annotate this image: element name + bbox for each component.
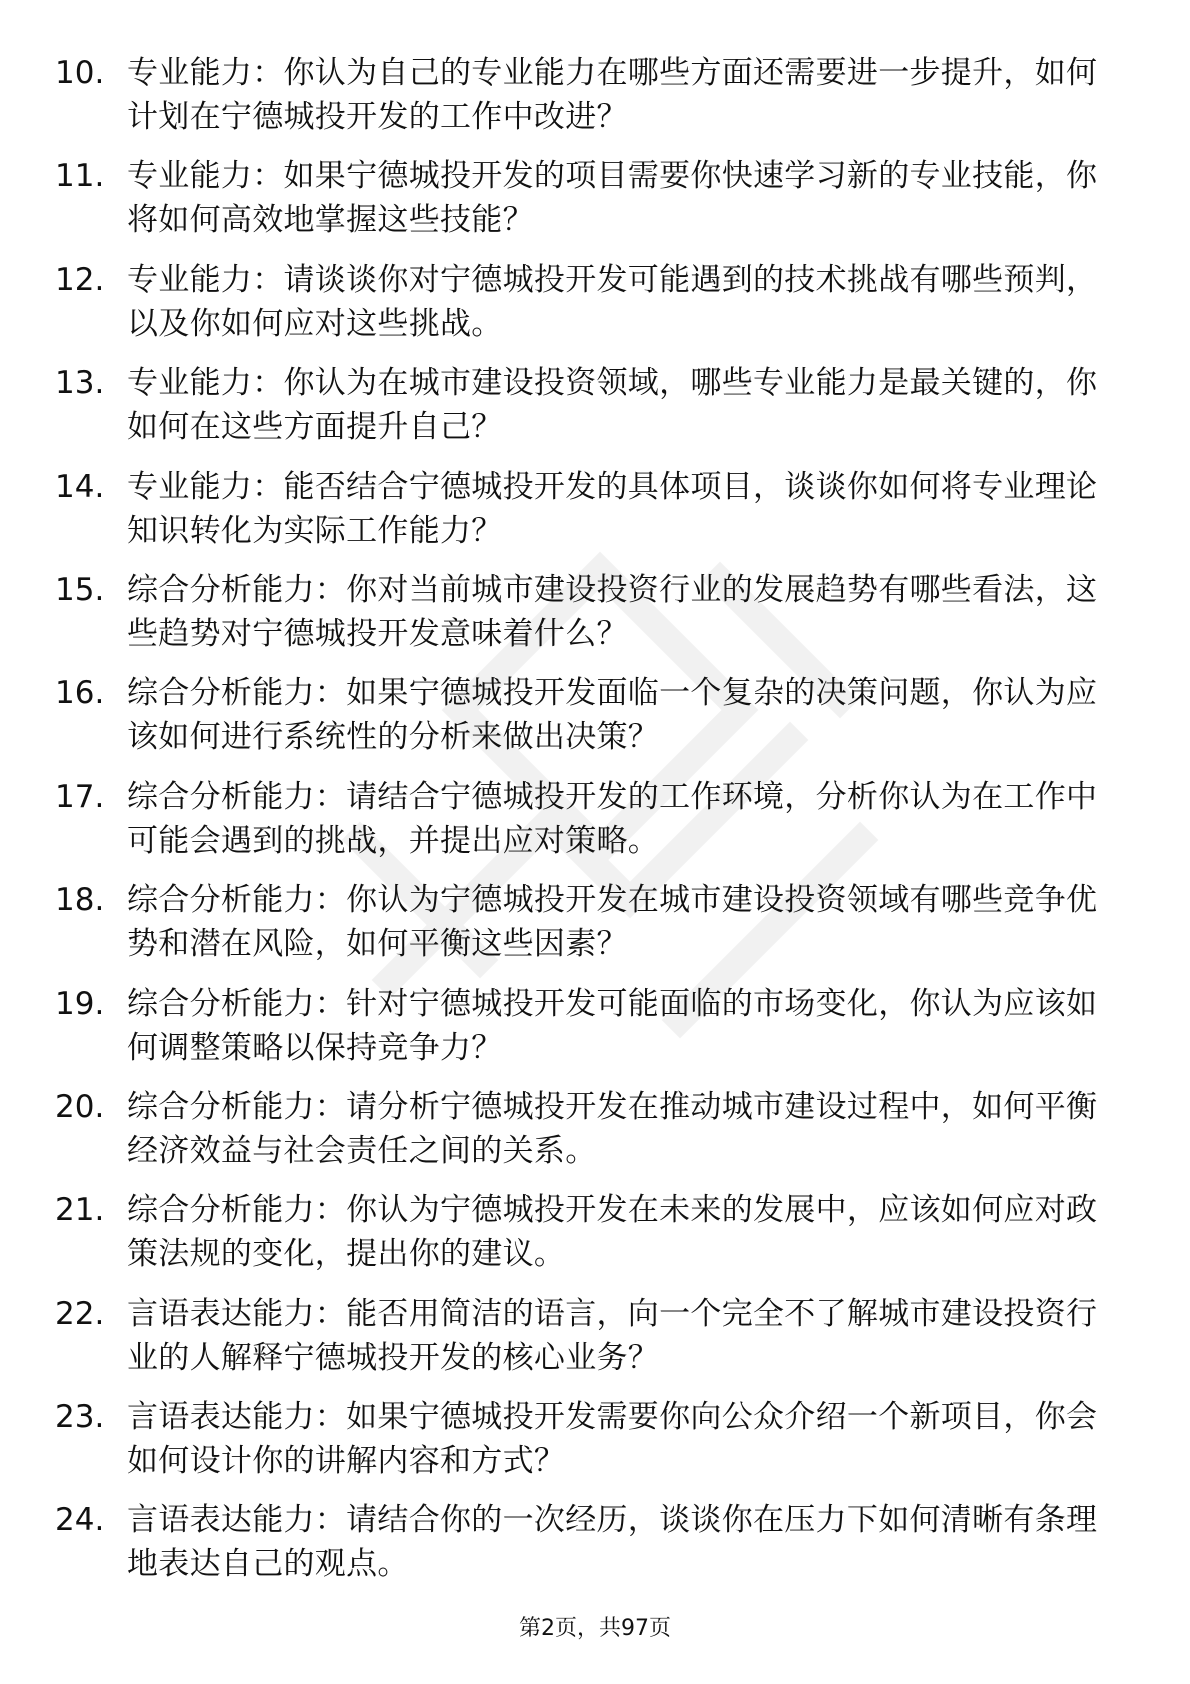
question-number: 20. [55, 1088, 105, 1125]
question-item [0, 878, 1190, 981]
question-text: 综合分析能力：如果宁德城投开发面临一个复杂的决策问题，你认为应该如何进行系统性的分析来做出决策？ [127, 675, 1098, 756]
question-number: 21. [55, 1192, 105, 1229]
question-item [0, 1292, 1190, 1395]
question-list [0, 51, 1190, 1602]
question-text: 综合分析能力：你对当前城市建设投资行业的发展趋势有哪些看法，这些趋势对宁德城投开发意味着什么？ [127, 571, 1098, 652]
question-number: 12. [55, 261, 105, 298]
question-item [0, 1188, 1190, 1291]
question-number: 11. [55, 158, 105, 195]
question-item [0, 568, 1190, 671]
question-text: 专业能力：能否结合宁德城投开发的具体项目，谈谈你如何将专业理论知识转化为实际工作能力？ [127, 468, 1098, 549]
question-item [0, 671, 1190, 774]
question-number: 13. [55, 365, 105, 402]
question-item [0, 51, 1190, 154]
question-item [0, 982, 1190, 1085]
question-item [0, 154, 1190, 257]
question-number: 15. [55, 571, 105, 608]
question-item [0, 361, 1190, 464]
question-item [0, 1395, 1190, 1498]
question-number: 17. [55, 778, 105, 815]
question-text: 言语表达能力：能否用简洁的语言，向一个完全不了解城市建设投资行业的人解释宁德城投开发的核心业务？ [127, 1295, 1098, 1376]
question-item [0, 775, 1190, 878]
question-text: 言语表达能力：如果宁德城投开发需要你向公众介绍一个新项目，你会如何设计你的讲解内容和方式？ [127, 1399, 1098, 1480]
question-number: 19. [55, 985, 105, 1022]
question-text: 专业能力：你认为自己的专业能力在哪些方面还需要进一步提升，如何计划在宁德城投开发的工作中改进？ [127, 55, 1098, 135]
question-item [0, 1085, 1190, 1188]
question-text: 专业能力：如果宁德城投开发的项目需要你快速学习新的专业技能，你将如何高效地掌握这些技能？ [127, 158, 1098, 239]
question-number: 16. [55, 675, 105, 712]
question-text: 专业能力：请谈谈你对宁德城投开发可能遇到的技术挑战有哪些预判，以及你如何应对这些挑战。 [127, 261, 1098, 342]
question-item [0, 258, 1190, 361]
question-item [0, 1498, 1190, 1601]
question-text: 专业能力：你认为在城市建设投资领域，哪些专业能力是最关键的，你如何在这些方面提升自己？ [127, 365, 1098, 446]
question-item [0, 465, 1190, 568]
question-text: 综合分析能力：请结合宁德城投开发的工作环境，分析你认为在工作中可能会遇到的挑战，并提出应对策略。 [127, 778, 1098, 859]
question-number: 18. [55, 882, 105, 919]
question-number: 22. [55, 1295, 105, 1332]
question-number: 10. [55, 55, 105, 91]
question-text: 综合分析能力：针对宁德城投开发可能面临的市场变化，你认为应该如何调整策略以保持竞争力？ [127, 985, 1098, 1066]
question-number: 23. [55, 1399, 105, 1436]
question-number: 24. [55, 1502, 105, 1539]
question-text: 言语表达能力：请结合你的一次经历，谈谈你在压力下如何清晰有条理地表达自己的观点。 [127, 1502, 1098, 1583]
question-text: 综合分析能力：你认为宁德城投开发在未来的发展中，应该如何应对政策法规的变化，提出你的建议。 [127, 1192, 1098, 1273]
question-number: 14. [55, 468, 105, 505]
page-footer: 第2页，共97页 [519, 1616, 671, 1641]
question-text: 综合分析能力：请分析宁德城投开发在推动城市建设过程中，如何平衡经济效益与社会责任之间的关系。 [127, 1088, 1098, 1169]
question-text: 综合分析能力：你认为宁德城投开发在城市建设投资领域有哪些竞争优势和潜在风险，如何平衡这些因素？ [127, 882, 1098, 963]
